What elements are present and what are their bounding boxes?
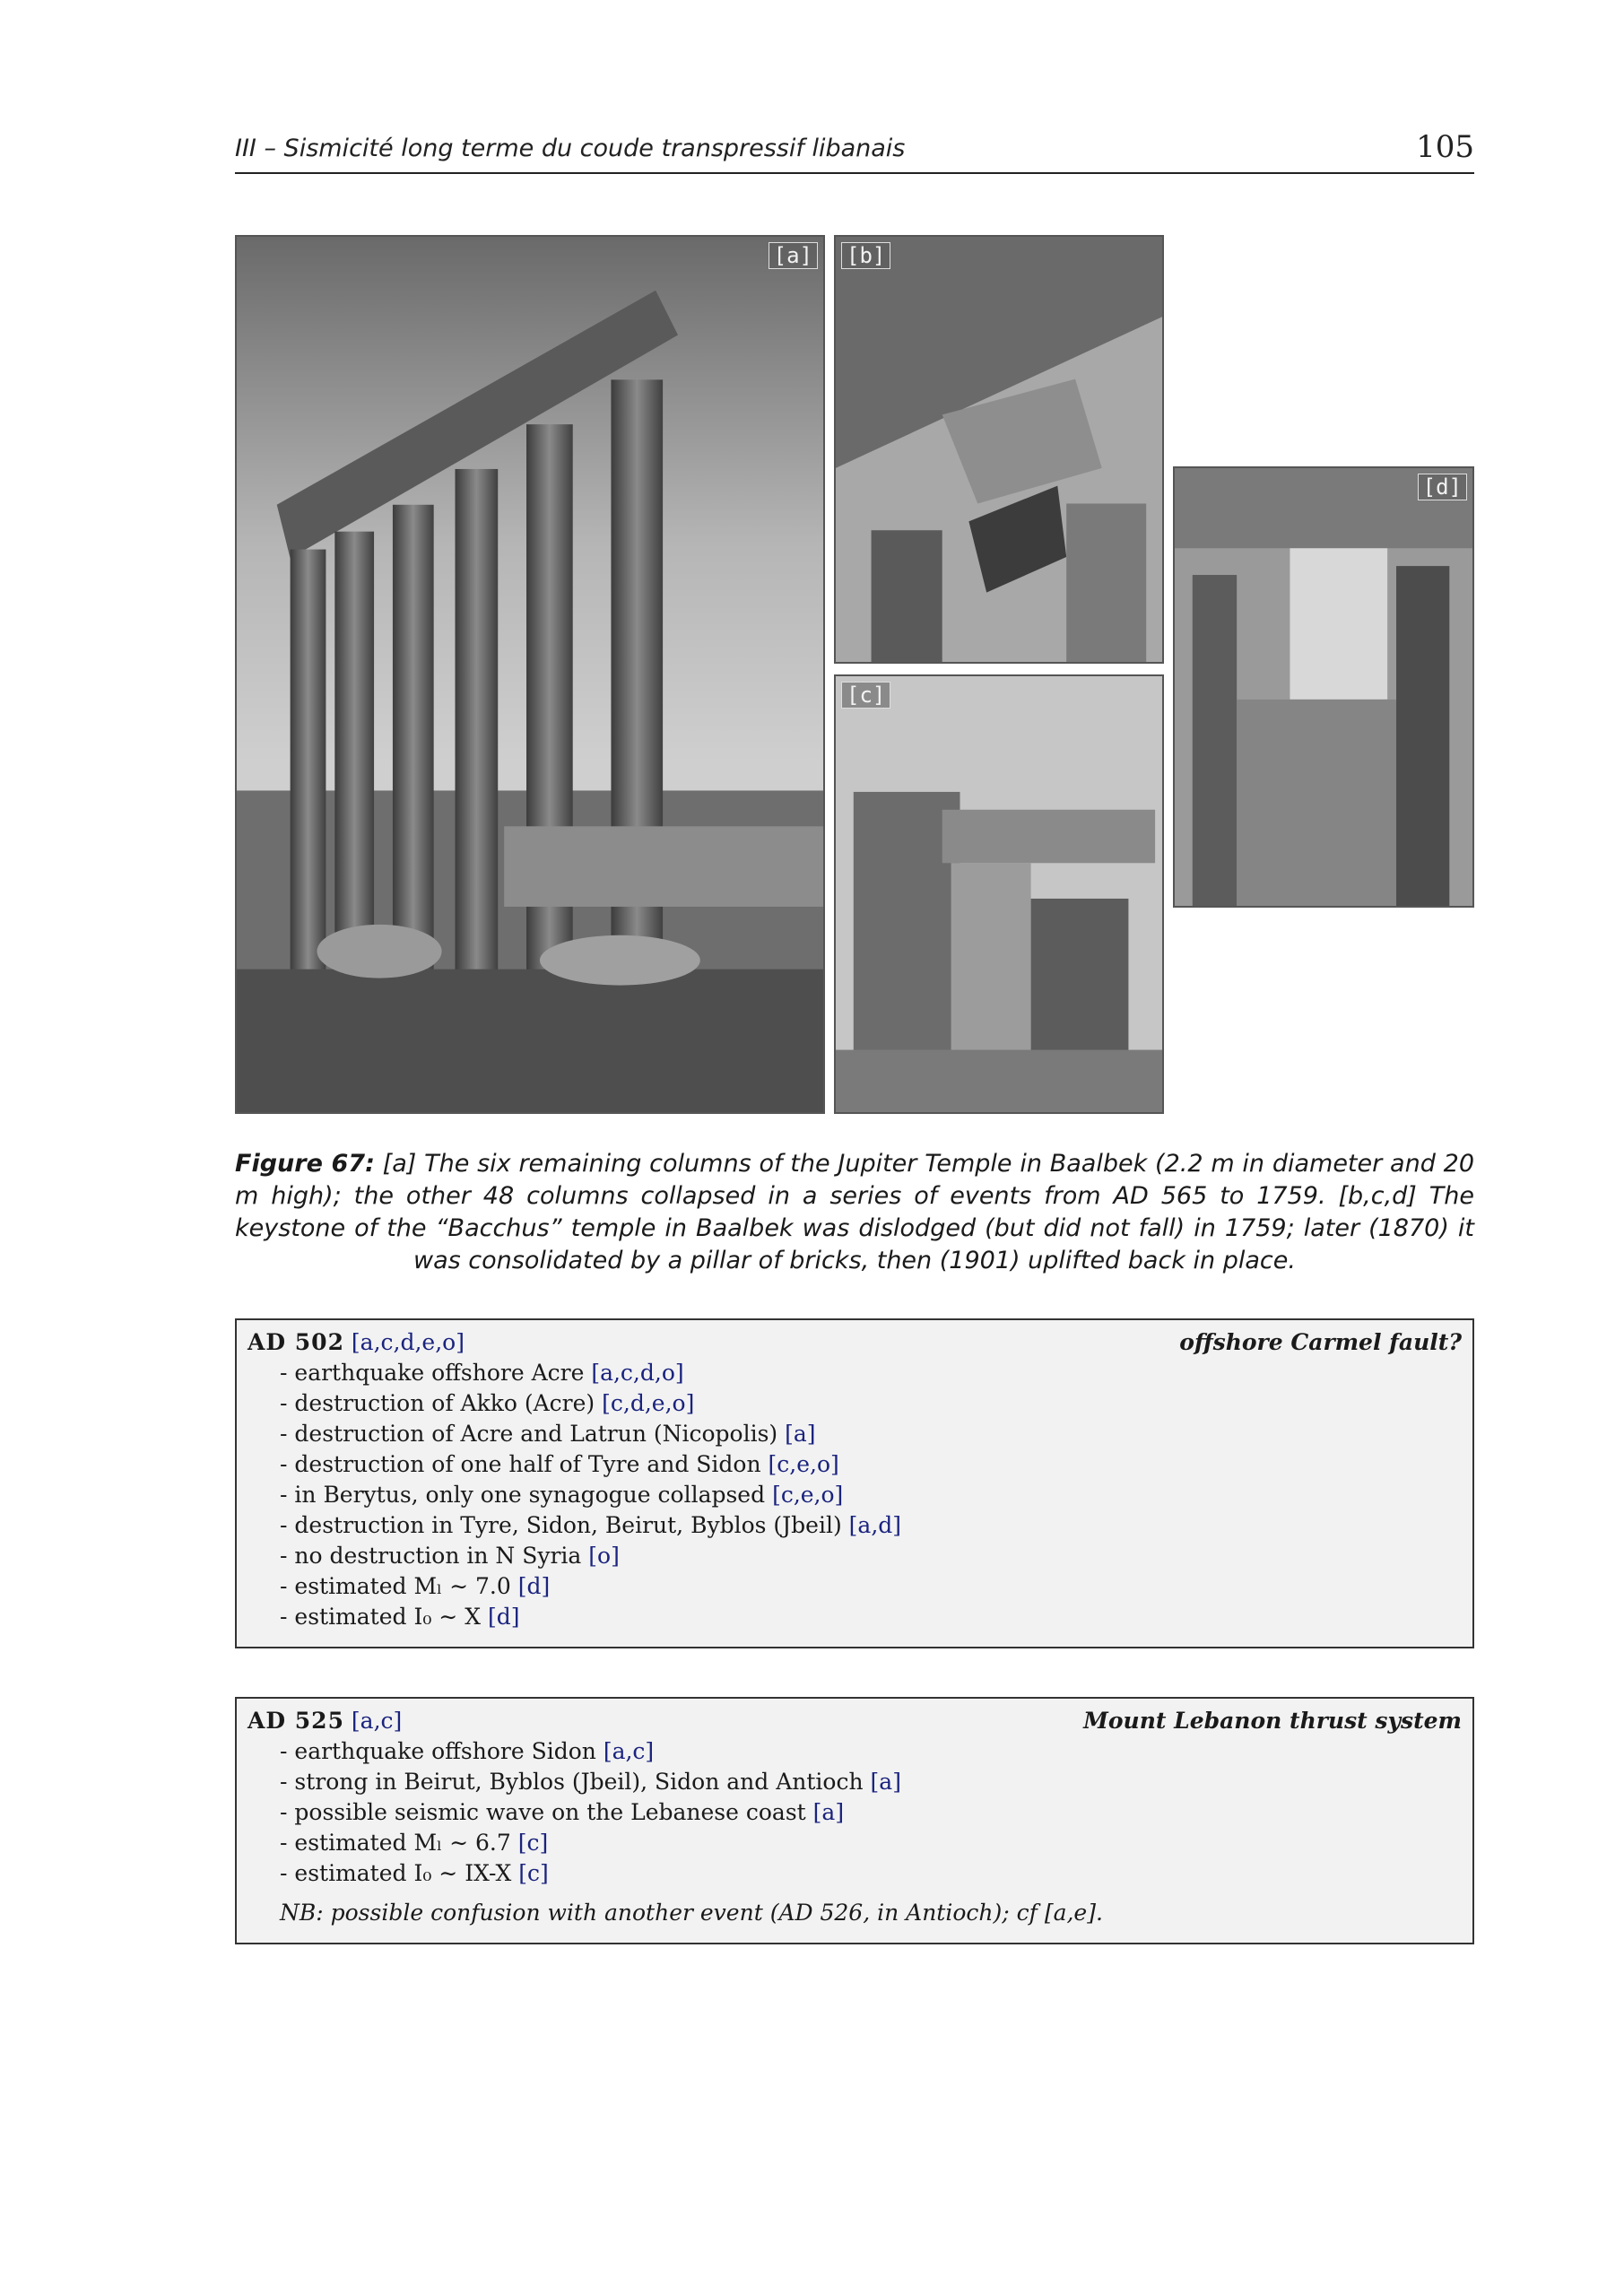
earthquake-fault: offshore Carmel fault? [1179,1329,1462,1355]
photo-panel-b [834,235,1164,664]
item-ref: [a,d] [848,1512,902,1538]
item-ref: [a] [870,1769,901,1795]
header-rule [235,172,1474,174]
item-text: - estimated I₀ ∼ X [280,1604,488,1630]
item-text: - possible seismic wave on the Lebanese coast [280,1799,813,1825]
earthquake-header [248,1706,1462,1736]
list-item [280,1419,1462,1449]
item-ref: [d] [487,1604,520,1630]
item-ref: [o] [588,1543,620,1569]
earthquake-effects-list [248,1736,1462,1889]
bacchus-temple-interior-photo [1175,468,1472,906]
list-item [280,1541,1462,1571]
item-text: - earthquake offshore Sidon [280,1738,604,1764]
item-text: - estimated I₀ ∼ IX-X [280,1860,519,1886]
list-item [280,1358,1462,1388]
panel-label-a: [a] [769,242,818,269]
earthquake-refs: [a,c] [351,1708,403,1734]
page-number: 105 [1416,129,1474,165]
item-text: - destruction of Acre and Latrun (Nicopolis) [280,1421,786,1447]
earthquake-date: AD 525 [248,1708,344,1734]
earthquake-refs: [a,c,d,e,o] [351,1329,465,1355]
item-ref: [c] [517,1830,549,1856]
jupiter-temple-columns-photo [237,237,823,1112]
list-item [280,1736,1462,1767]
keystone-photo [836,237,1162,662]
item-ref: [c] [518,1860,549,1886]
figure-label: Figure 67: [235,1150,375,1178]
earthquake-date: AD 502 [248,1329,344,1355]
item-ref: [c,e,o] [768,1451,839,1477]
item-ref: [a] [785,1421,816,1447]
item-ref: [c,d,e,o] [602,1390,695,1416]
earthquake-box-ad525 [235,1697,1474,1944]
list-item [280,1828,1462,1858]
item-ref: [a] [812,1799,845,1825]
item-ref: [a,c] [603,1738,655,1764]
panel-label-d: [d] [1418,474,1467,500]
list-item [280,1510,1462,1541]
item-text: - no destruction in N Syria [280,1543,589,1569]
list-item [280,1571,1462,1602]
photo-panel-c [834,674,1164,1114]
earthquake-box-ad502 [235,1318,1474,1648]
item-text: - estimated Mₗ ∼ 7.0 [280,1573,518,1599]
item-text: - destruction in Tyre, Sidon, Beirut, Byblos (Jbeil) [280,1512,849,1538]
caption-text: [a] The six remaining columns of the Jupiter Temple in Baalbek (2.2 m in diameter and 20 m high); the other 48 columns collapsed in a series of events from AD 565 to 1759. [b,c,d] The keystone of the “Bacchus” temple in Baalbek was dislodged (but did not fall) in 1759; later (1870) it was consolidated by a pillar of bricks, then (1901) uplifted back in place. [235,1150,1474,1274]
photo-panel-a [235,235,825,1114]
item-text: - strong in Beirut, Byblos (Jbeil), Sidon and Antioch [280,1769,871,1795]
list-item [280,1797,1462,1828]
list-item [280,1449,1462,1480]
item-ref: [d] [517,1573,551,1599]
panel-label-b: [b] [841,242,890,269]
item-text: - destruction of Akko (Acre) [280,1390,603,1416]
list-item [280,1480,1462,1510]
panel-label-c: [c] [841,682,890,709]
item-ref: [a,c,d,o] [591,1360,684,1386]
photo-panel-d [1173,466,1474,908]
earthquake-title [248,1706,402,1736]
earthquake-fault: Mount Lebanon thrust system [1083,1708,1462,1734]
item-ref: [c,e,o] [772,1482,844,1508]
earthquake-header [248,1327,1462,1358]
temple-doorway-photo [836,676,1162,1112]
list-item [280,1767,1462,1797]
figure-caption [235,1148,1474,1277]
item-text: - earthquake offshore Acre [280,1360,592,1386]
earthquake-effects-list [248,1358,1462,1632]
running-header-title: III – Sismicité long terme du coude transpressif libanais [235,135,906,162]
earthquake-title [248,1327,465,1358]
list-item [280,1602,1462,1632]
earthquake-note: NB: possible confusion with another event (AD 526, in Antioch); cf [a,e]. [280,1900,1103,1926]
list-item [280,1858,1462,1889]
item-text: - estimated Mₗ ∼ 6.7 [280,1830,518,1856]
item-text: - in Berytus, only one synagogue collapsed [280,1482,773,1508]
item-text: - destruction of one half of Tyre and Sidon [280,1451,769,1477]
list-item [280,1388,1462,1419]
